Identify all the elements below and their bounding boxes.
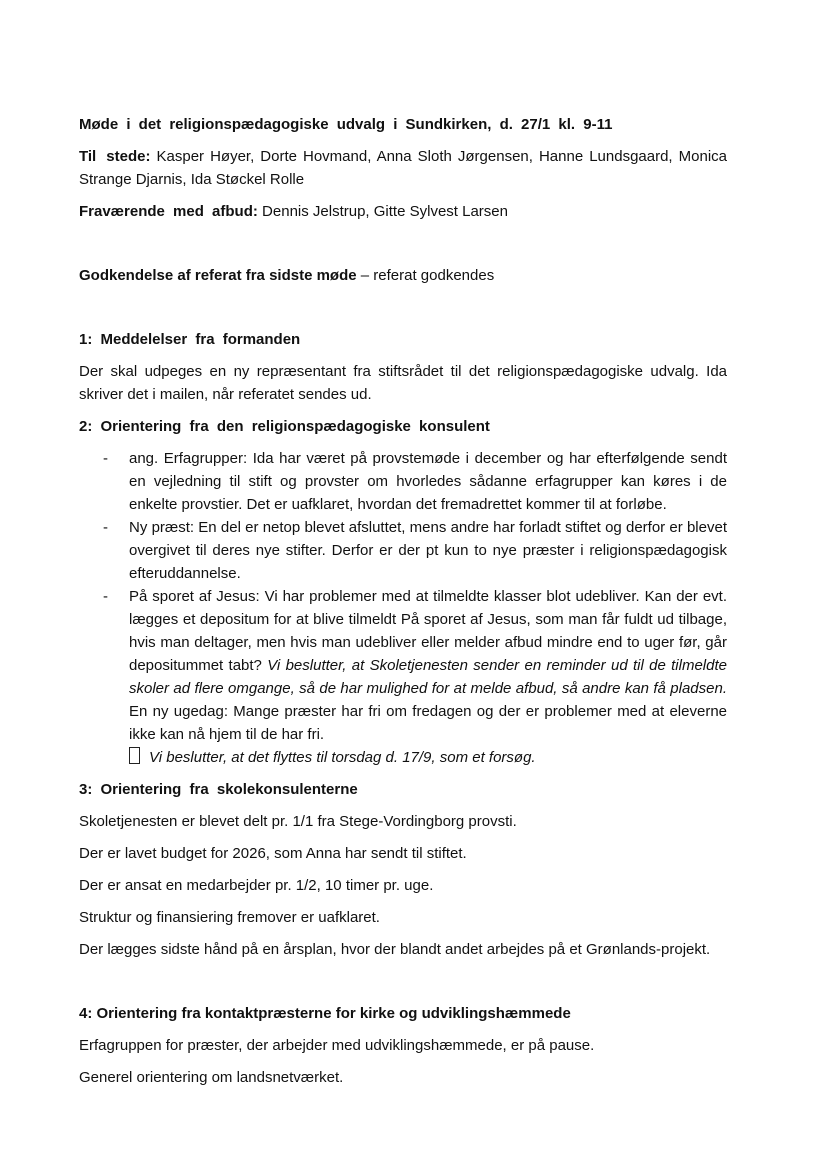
dash-bullet-icon: -	[103, 519, 108, 536]
attendees-paragraph	[79, 145, 727, 191]
section2-heading: 2: Orientering fra den religionspædagogiske konsulent	[79, 418, 490, 435]
list-item-text: På sporet af Jesus: Vi har problemer med at tilmeldte klasser blot udebliver. Kan der evt. lægges et depositum for at blive tilmeldt På sporet af Jesus, som man får fuldt ud tilbage, hvis man deltager, men hvis man udebliver eller melder afbud mindre end to uger før, går depositummet tabt?	[129, 588, 727, 674]
absent-label: Fraværende med afbud:	[79, 203, 258, 220]
paragraph: Struktur og finansiering fremover er uafklaret.	[79, 909, 380, 926]
paragraph: Generel orientering om landsnetværket.	[79, 1069, 344, 1086]
blank-line	[79, 232, 727, 264]
absent-paragraph	[79, 200, 727, 223]
approval-label: Godkendelse af referat fra sidste møde	[79, 267, 357, 284]
list-item	[103, 585, 727, 769]
approval-paragraph	[79, 264, 727, 287]
paragraph: Der er ansat en medarbejder pr. 1/2, 10 timer pr. uge.	[79, 877, 434, 894]
paragraph: Erfagruppen for præster, der arbejder med udviklingshæmmede, er på pause.	[79, 1037, 595, 1054]
list-item-text: Ny præst: En del er netop blevet afsluttet, mens andre har forladt stiftet og derfor er blevet overgivet til deres nye stifter. Derfor er der pt kun to nye præster i religionspædagogisk efteruddannelse.	[129, 519, 727, 582]
list-item	[103, 516, 727, 585]
decision-line	[129, 746, 727, 769]
list-item	[103, 447, 727, 516]
section3-heading: 3: Orientering fra skolekonsulenterne	[79, 781, 358, 798]
absent-names: Dennis Jelstrup, Gitte Sylvest Larsen	[262, 203, 508, 220]
missing-glyph-icon	[129, 747, 140, 764]
decision-inline-text: Vi beslutter, at Skoletjenesten sender en reminder ud til de tilmeldte skoler ad flere omgange, så de har mulighed for at melde afbud, så andre kan få pladsen.	[129, 657, 727, 697]
section4-heading: 4: Orientering fra kontaktpræsterne for kirke og udviklingshæmmede	[79, 1005, 571, 1022]
paragraph: Skoletjenesten er blevet delt pr. 1/1 fra Stege-Vordingborg provsti.	[79, 813, 517, 830]
dash-bullet-icon: -	[103, 588, 108, 605]
blank-line	[79, 296, 727, 328]
paragraph: Der lægges sidste hånd på en årsplan, hvor der blandt andet arbejdes på et Grønlands-projekt.	[79, 941, 711, 958]
blank-line	[79, 970, 727, 1002]
meeting-title: Møde i det religionspædagogiske udvalg i Sundkirken, d. 27/1 kl. 9-11	[79, 116, 613, 133]
decision-text: Vi beslutter, at det flyttes til torsdag d. 17/9, som et forsøg.	[149, 749, 536, 766]
dash-bullet-icon: -	[103, 450, 108, 467]
approval-note: – referat godkendes	[360, 267, 495, 284]
list-item-text: En ny ugedag: Mange præster har fri om fredagen og der er problemer med at eleverne ikke kan nå hjem til de har fri.	[129, 703, 727, 743]
section2-list	[79, 447, 727, 769]
list-item-text: ang. Erfagrupper: Ida har været på provstemøde i december og har efterfølgende sendt en vejledning til stift og provster om hvorledes sådanne erfagrupper kan køres i de enkelte provstier. Det er uafklaret, hvordan det fremadrettet kommer til at forløbe.	[129, 450, 727, 513]
paragraph: Der er lavet budget for 2026, som Anna har sendt til stiftet.	[79, 845, 467, 862]
section1-paragraph: Der skal udpeges en ny repræsentant fra stiftsrådet til det religionspædagogiske udvalg. Ida skriver det i mailen, når referatet sendes ud.	[79, 363, 727, 403]
present-label: Til stede:	[79, 148, 151, 165]
present-names: Kasper Høyer, Dorte Hovmand, Anna Sloth Jørgensen, Hanne Lundsgaard, Monica Strange Djarnis, Ida Støckel Rolle	[79, 148, 727, 188]
section1-heading: 1: Meddelelser fra formanden	[79, 331, 301, 348]
